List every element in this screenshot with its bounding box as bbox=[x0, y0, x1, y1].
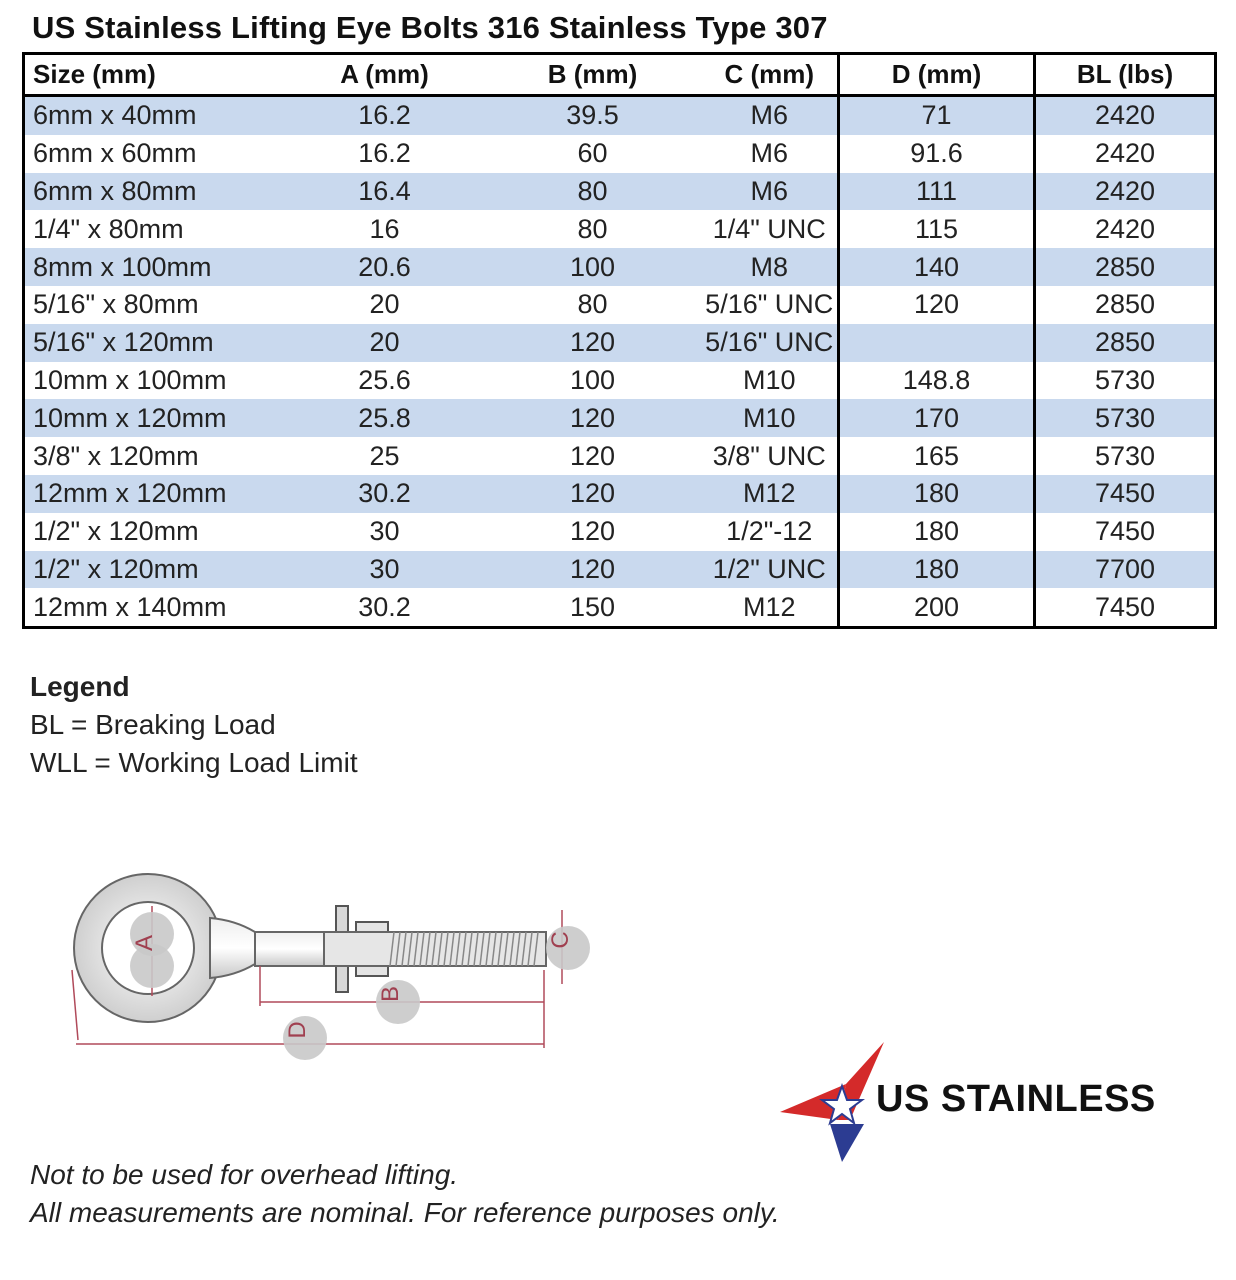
cell-d: 165 bbox=[839, 437, 1035, 475]
cell-size: 1/2" x 120mm bbox=[24, 551, 286, 589]
table-row bbox=[24, 475, 1216, 513]
cell-a: 16 bbox=[369, 213, 400, 244]
cell-bl: 5730 bbox=[1035, 399, 1216, 437]
table-row bbox=[24, 135, 1216, 173]
cell-b: 120 bbox=[569, 440, 616, 471]
legend-item-wll: WLL = Working Load Limit bbox=[30, 747, 358, 778]
cell-a: 16.4 bbox=[286, 173, 484, 211]
cell-b: 60 bbox=[577, 138, 608, 169]
legend-item-bl: BL = Breaking Load bbox=[30, 709, 276, 740]
cell-b: 120 bbox=[484, 551, 702, 589]
table-row bbox=[24, 362, 1216, 400]
cell-d bbox=[839, 324, 1035, 362]
cell-size: 10mm x 100mm bbox=[33, 364, 227, 395]
cell-c: M12 bbox=[702, 475, 839, 513]
legend bbox=[30, 668, 358, 782]
logo-text: US STAINLESS bbox=[876, 1078, 1156, 1120]
cell-a: 16.2 bbox=[286, 96, 484, 135]
table-header-row bbox=[24, 54, 1216, 96]
cell-d: 120 bbox=[839, 286, 1035, 324]
cell-size: 1/4" x 80mm bbox=[33, 213, 184, 244]
dimension-a-label: A bbox=[131, 934, 158, 952]
cell-b: 120 bbox=[569, 516, 616, 547]
spec-table bbox=[22, 52, 1217, 629]
cell-a: 20 bbox=[369, 289, 400, 320]
cell-b: 80 bbox=[484, 173, 702, 211]
cell-b: 100 bbox=[484, 248, 702, 286]
cell-c: 1/2" UNC bbox=[702, 551, 839, 589]
cell-bl: 7450 bbox=[1035, 588, 1216, 627]
cell-a: 20 bbox=[286, 324, 484, 362]
cell-size: 6mm x 60mm bbox=[33, 138, 197, 169]
table-row bbox=[24, 551, 1216, 589]
cell-size: 12mm x 120mm bbox=[24, 475, 286, 513]
cell-size: 10mm x 120mm bbox=[24, 399, 286, 437]
cell-d: 140 bbox=[839, 248, 1035, 286]
cell-bl: 5730 bbox=[1035, 437, 1216, 475]
cell-c: M8 bbox=[702, 248, 839, 286]
cell-d: 180 bbox=[839, 513, 1035, 551]
cell-d: 200 bbox=[839, 588, 1035, 627]
cell-c: M10 bbox=[742, 364, 796, 395]
table-row bbox=[24, 399, 1216, 437]
bolt-threads bbox=[324, 932, 546, 966]
cell-size: 8mm x 100mm bbox=[24, 248, 286, 286]
cell-size: 6mm x 40mm bbox=[24, 96, 286, 135]
eye-bolt-diagram bbox=[60, 860, 620, 1070]
cell-size: 12mm x 140mm bbox=[33, 591, 227, 622]
col-header-size: Size (mm) bbox=[24, 54, 286, 96]
col-header-bl: BL (lbs) bbox=[1035, 54, 1216, 96]
cell-bl: 7450 bbox=[1035, 475, 1216, 513]
cell-c: 1/2"-12 bbox=[726, 516, 813, 547]
cell-bl: 2420 bbox=[1035, 96, 1216, 135]
table-row bbox=[24, 588, 1216, 627]
cell-b: 120 bbox=[484, 475, 702, 513]
dimension-d-label: D bbox=[284, 1021, 311, 1039]
cell-b: 100 bbox=[569, 364, 616, 395]
table-row bbox=[24, 437, 1216, 475]
dimension-c-label: C bbox=[547, 931, 574, 949]
cell-c: M6 bbox=[702, 96, 839, 135]
table-row bbox=[24, 96, 1216, 135]
table-row bbox=[24, 210, 1216, 248]
cell-c: M6 bbox=[702, 173, 839, 211]
cell-c: 1/4" UNC bbox=[712, 213, 826, 244]
table-row bbox=[24, 324, 1216, 362]
cell-d: 180 bbox=[839, 475, 1035, 513]
cell-size: 6mm x 80mm bbox=[24, 173, 286, 211]
cell-bl: 2420 bbox=[1035, 210, 1216, 248]
dimension-c-marker bbox=[546, 926, 590, 970]
cell-c: M6 bbox=[750, 138, 788, 169]
cell-b: 80 bbox=[577, 213, 608, 244]
page-title: US Stainless Lifting Eye Bolts 316 Stainless Type 307 bbox=[32, 10, 828, 45]
cell-a: 25.6 bbox=[358, 364, 411, 395]
cell-d: 115 bbox=[839, 210, 1035, 248]
cell-d: 91.6 bbox=[839, 135, 1035, 173]
cell-a: 25 bbox=[369, 440, 400, 471]
col-header-c: C (mm) bbox=[702, 54, 839, 96]
legend-heading: Legend bbox=[30, 671, 130, 702]
cell-c: M12 bbox=[742, 591, 796, 622]
cell-size: 5/16" x 120mm bbox=[24, 324, 286, 362]
table-row bbox=[24, 173, 1216, 211]
us-stainless-logo bbox=[780, 1040, 890, 1164]
cell-c: 5/16" UNC bbox=[705, 289, 834, 320]
table-body bbox=[24, 96, 1216, 628]
table-row bbox=[24, 286, 1216, 324]
cell-bl: 2850 bbox=[1035, 286, 1216, 324]
cell-d: 111 bbox=[839, 173, 1035, 211]
cell-a: 30 bbox=[369, 516, 400, 547]
cell-a: 30 bbox=[286, 551, 484, 589]
cell-d: 170 bbox=[839, 399, 1035, 437]
cell-b: 80 bbox=[577, 289, 608, 320]
cell-b: 120 bbox=[484, 324, 702, 362]
cell-a: 30.2 bbox=[358, 591, 411, 622]
col-header-b: B (mm) bbox=[484, 54, 702, 96]
cell-c: 5/16" UNC bbox=[702, 324, 839, 362]
cell-size: 5/16" x 80mm bbox=[33, 289, 199, 320]
cell-d: 180 bbox=[839, 551, 1035, 589]
cell-bl: 5730 bbox=[1035, 362, 1216, 400]
cell-b: 150 bbox=[569, 591, 616, 622]
cell-a: 16.2 bbox=[358, 138, 411, 169]
cell-bl: 7700 bbox=[1035, 551, 1216, 589]
table-row bbox=[24, 513, 1216, 551]
cell-bl: 2420 bbox=[1035, 135, 1216, 173]
cell-b: 120 bbox=[484, 399, 702, 437]
col-header-d: D (mm) bbox=[839, 54, 1035, 96]
cell-size: 3/8" x 120mm bbox=[33, 440, 199, 471]
cell-bl: 2850 bbox=[1035, 248, 1216, 286]
cell-bl: 7450 bbox=[1035, 513, 1216, 551]
note-overhead: Not to be used for overhead lifting. bbox=[30, 1159, 459, 1190]
dimension-d-marker bbox=[283, 1016, 327, 1060]
cell-d: 148.8 bbox=[839, 362, 1035, 400]
cell-bl: 2850 bbox=[1035, 324, 1216, 362]
cell-c: M10 bbox=[702, 399, 839, 437]
dimension-b-marker bbox=[376, 980, 420, 1024]
cell-bl: 2420 bbox=[1035, 173, 1216, 211]
cell-b: 39.5 bbox=[484, 96, 702, 135]
cell-a: 20.6 bbox=[286, 248, 484, 286]
notes bbox=[30, 1156, 780, 1232]
cell-a: 30.2 bbox=[286, 475, 484, 513]
col-header-a: A (mm) bbox=[286, 54, 484, 96]
cell-size: 1/2" x 120mm bbox=[33, 516, 199, 547]
table-row bbox=[24, 248, 1216, 286]
cell-a: 25.8 bbox=[286, 399, 484, 437]
cell-c: 3/8" UNC bbox=[712, 440, 826, 471]
dimension-b-label: B bbox=[377, 985, 404, 1003]
cell-d: 71 bbox=[839, 96, 1035, 135]
note-nominal: All measurements are nominal. For reference purposes only. bbox=[30, 1197, 780, 1228]
